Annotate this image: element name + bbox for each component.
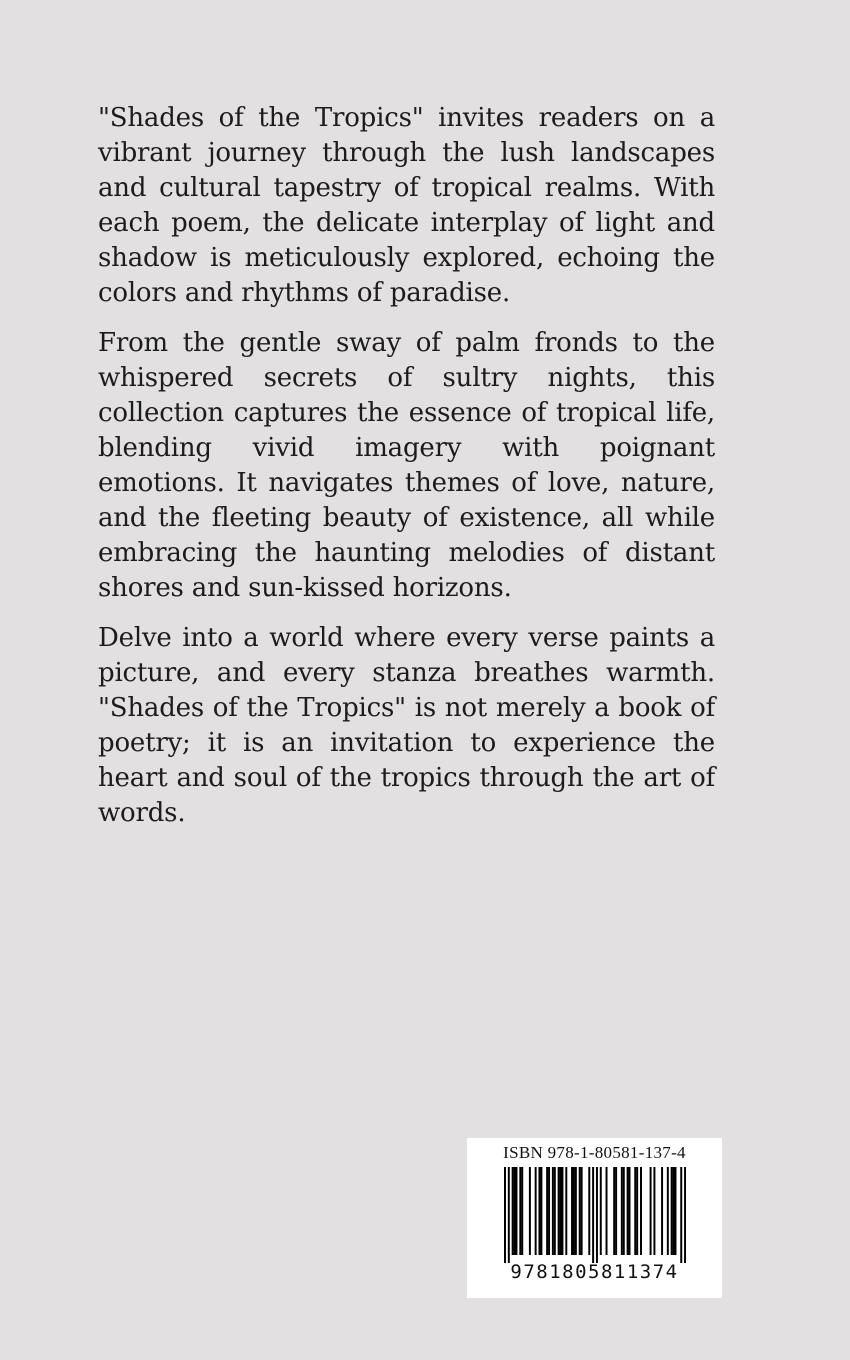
barcode-icon	[504, 1167, 686, 1263]
isbn-barcode-box	[467, 1138, 722, 1298]
barcode-bar	[579, 1167, 581, 1255]
barcode-bar	[596, 1167, 598, 1263]
barcode-bar	[592, 1167, 594, 1263]
barcode-bar	[588, 1167, 590, 1255]
barcode-bar	[615, 1167, 617, 1255]
barcode-bar	[515, 1167, 517, 1255]
barcode-bar	[581, 1167, 583, 1255]
barcode-bar	[546, 1167, 548, 1255]
barcode-bar	[636, 1167, 638, 1255]
barcode-bar	[548, 1167, 550, 1255]
ean-digits: 9781805811374	[510, 1261, 679, 1283]
barcode-bar	[650, 1167, 652, 1255]
barcode-bar	[565, 1167, 567, 1255]
barcode-bar	[521, 1167, 523, 1255]
barcode-bar	[552, 1167, 554, 1255]
barcode-bar	[561, 1167, 563, 1255]
barcode-bar	[560, 1167, 562, 1255]
barcode-bar	[575, 1167, 577, 1255]
barcode-bar	[558, 1167, 560, 1255]
barcode-bar	[621, 1167, 623, 1255]
barcode-bar	[508, 1167, 510, 1263]
barcode-bar	[653, 1167, 655, 1255]
barcode-bar	[600, 1167, 602, 1255]
barcode-bar	[512, 1167, 514, 1255]
barcode-bar	[554, 1167, 556, 1255]
barcode-bar	[606, 1167, 608, 1255]
barcode-bar	[504, 1167, 506, 1263]
barcode-bar	[684, 1167, 686, 1263]
barcode-bar	[573, 1167, 575, 1255]
barcode-bar	[535, 1167, 537, 1255]
barcode-bar	[571, 1167, 573, 1255]
barcode-bar	[529, 1167, 531, 1255]
barcode-bar	[671, 1167, 673, 1255]
barcode-bar	[667, 1167, 669, 1255]
barcode-bar	[661, 1167, 663, 1255]
barcode-bar	[540, 1167, 542, 1255]
blurb-text	[98, 101, 715, 846]
barcode-bar	[673, 1167, 675, 1255]
barcode-bar	[640, 1167, 642, 1255]
barcode-bar	[629, 1167, 631, 1255]
blurb-paragraph-2: From the gentle sway of palm fronds to the whispered secrets of sultry nights, this collection captures the essence of tropical life, blending vivid imagery with poignant emotions. It navigates themes of love, nature, and the fleeting beauty of existence, all while embracing the haunting melodies of distant shores and sun-kissed horizons.	[98, 328, 715, 603]
barcode-bar	[613, 1167, 615, 1255]
blurb-paragraph-1: "Shades of the Tropics" invites readers on a vibrant journey through the lush landscapes and cultural tapestry of tropical realms. With each poem, the delicate interplay of light and shadow is meticulously explored, echoing the colors and rhythms of paradise.	[98, 103, 715, 308]
blurb-paragraph-3: Delve into a world where every verse paints a picture, and every stanza breathes warmth. "Shades of the Tropics" is not merely a book of poetry; it is an invitation to experience the heart and soul of the tropics through the art of words.	[98, 623, 715, 828]
isbn-label: ISBN 978-1-80581-137-4	[503, 1143, 686, 1162]
barcode-bar	[634, 1167, 636, 1255]
barcode-bar	[538, 1167, 540, 1255]
barcode-bar	[680, 1167, 682, 1263]
barcode-bar	[675, 1167, 677, 1255]
barcode-bar	[519, 1167, 521, 1255]
barcode-bar	[514, 1167, 516, 1255]
barcode-bar	[623, 1167, 625, 1255]
barcode-bar	[627, 1167, 629, 1255]
